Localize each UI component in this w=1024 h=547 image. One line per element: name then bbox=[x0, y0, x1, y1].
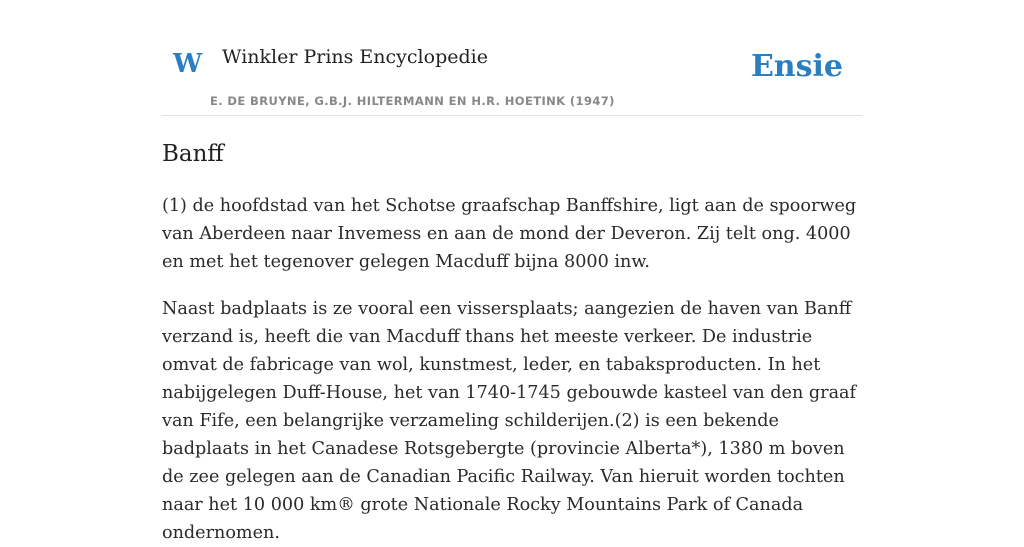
ensie-brand-link[interactable]: Ensie bbox=[750, 49, 843, 84]
authors-line: E. DE BRUYNE, G.B.J. HILTERMANN EN H.R. HOETINK (1947) bbox=[210, 94, 615, 108]
article bbox=[162, 138, 862, 547]
winkler-prins-logo[interactable]: W bbox=[173, 49, 203, 79]
site-title[interactable]: Winkler Prins Encyclopedie bbox=[222, 46, 488, 68]
article-paragraph-1: (1) de hoofdstad van het Schotse graafschap Banffshire, ligt aan de spoorweg van Aberdeen naar Invemess en aan de mond der Deveron. Zij telt ong. 4000 en met het tegenover gelegen Macduff bijna 8000 inw. bbox=[162, 196, 857, 272]
article-paragraph-2: Naast badplaats is ze vooral een vissersplaats; aangezien de haven van Banff verzand is, heeft die van Macduff thans het meeste verkeer. De industrie omvat de fabricage van wol, kunstmest, leder, en tabaksproducten. In het nabijgelegen Duff-House, het van 1740-1745 gebouwde kasteel van den graaf van Fife, een belangrijke verzameling schilderijen.(2) is een bekende badplaats in het Canadese Rotsgebergte (provincie Alberta*), 1380 m boven de zee gelegen aan de Canadian Pacific Railway. Van hieruit worden tochten naar het 10 000 km® grote Nationale Rocky Mountains Park of Canada ondernomen. bbox=[162, 299, 857, 543]
site-header bbox=[162, 0, 862, 116]
article-title: Banff bbox=[162, 141, 224, 167]
